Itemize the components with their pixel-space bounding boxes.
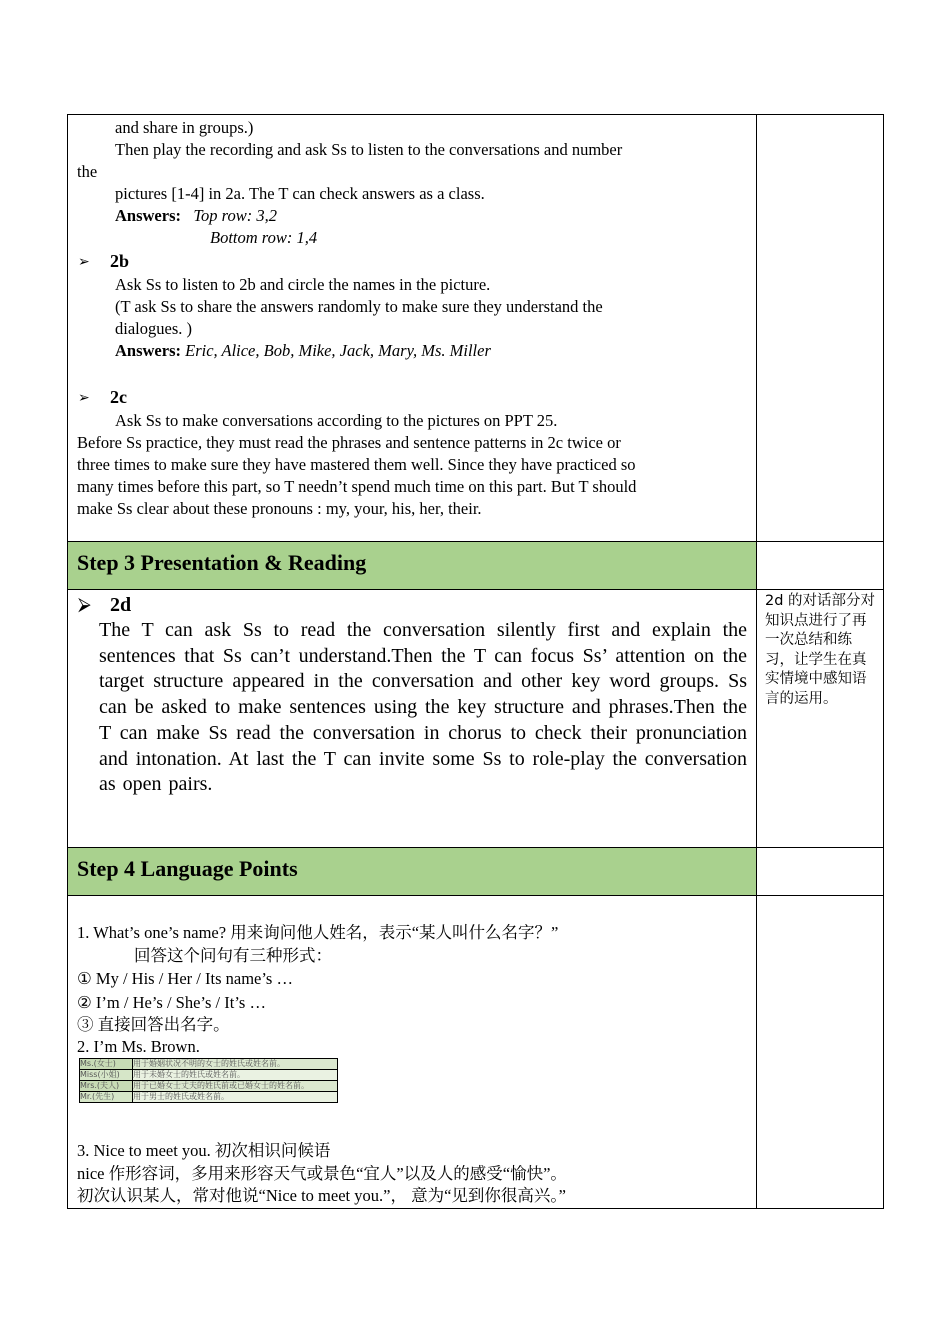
step4-content-cell <box>68 896 757 1209</box>
lp-line-8: nice 作形容词，多用来形容天气或景色“宜人”以及人的感受“愉快”。 <box>77 1164 567 1183</box>
intro-line-3: the <box>77 162 98 181</box>
title-usage-table <box>79 1058 338 1103</box>
title-term: Mr.(先生) <box>80 1092 133 1103</box>
teacher-note: 2d 的对话部分对知识点进行了再一次总结和练习，让学生在真实情境中感知语言的运用。 <box>765 593 876 707</box>
title-row <box>80 1092 338 1103</box>
title-term: Miss(小姐) <box>80 1070 133 1081</box>
step4-note-cell <box>757 896 884 1209</box>
answers-2a <box>115 206 277 226</box>
intro-line-4: pictures [1-4] in 2a. The T can check answers as a class. <box>115 184 485 203</box>
step4-header-note-cell <box>757 848 884 896</box>
title-desc: 用于男士的姓氏或姓名前。 <box>133 1092 338 1103</box>
lp-line-4: ② I’m / He’s / She’s / It’s … <box>77 993 266 1012</box>
lp-line-9: 初次认识某人，常对他说“Nice to meet you.”， 意为“见到你很高兴。” <box>77 1186 566 1205</box>
title-row <box>80 1070 338 1081</box>
answers-2b-names: Eric, Alice, Bob, Mike, Jack, Mary, Ms. Miller <box>185 341 491 360</box>
intro-line-2: Then play the recording and ask Ss to listen to the conversations and number <box>115 140 623 159</box>
arrow-bullet-icon: ⮚ <box>78 594 91 614</box>
title-desc: 用于已婚女士丈夫的姓氏前或已婚女士的姓名前。 <box>133 1081 338 1092</box>
2c-line-4: make Ss clear about these pronouns : my, your, his, her, their. <box>77 499 482 518</box>
arrow-bullet-icon: ➢ <box>78 391 90 406</box>
answers-top-row: Top row: 3,2 <box>193 206 277 225</box>
answers-2b <box>115 341 491 361</box>
lp-line-5: ③ 直接回答出名字。 <box>77 1015 230 1034</box>
section-2d-title: 2d <box>110 594 132 616</box>
step3-title: Step 3 Presentation & Reading <box>77 550 367 575</box>
lp-line-3: ① My / His / Her / Its name’s … <box>77 969 293 988</box>
arrow-bullet-icon: ➢ <box>78 255 90 270</box>
2d-paragraph: The T can ask Ss to read the conversation silently first and explain the sentences that Ss can’t understand.Then the T can focus Ss’ attention on the target structure appeared in the conversation and other key word groups. Ss can be asked to make sentences using the key structure and phrases.Then the T can make Ss read the conversation in chorus to check their pronunciation and intonation. At last the T can invite some Ss to role-play the conversation as open pairs. <box>99 619 747 796</box>
section-2b-title: 2b <box>110 251 130 271</box>
lp-line-2: 回答这个问句有三种形式： <box>134 946 332 965</box>
step3-header-note-cell <box>757 542 884 590</box>
lp-line-6: 2. I’m Ms. Brown. <box>77 1037 200 1056</box>
step4-title: Step 4 Language Points <box>77 856 298 881</box>
answers-bottom-row: Bottom row: 1,4 <box>210 228 318 247</box>
2b-line-3: dialogues. ) <box>115 319 192 338</box>
answers-label: Answers: <box>115 206 181 225</box>
intro-line-1: and share in groups.) <box>115 118 254 137</box>
2c-line-2: three times to make sure they have mastered them well. Since they have practiced so <box>77 455 636 474</box>
title-term: Mrs.(夫人) <box>80 1081 133 1092</box>
title-desc: 用于未婚女士的姓氏或姓名前。 <box>133 1070 338 1081</box>
step3-header-cell <box>68 542 757 590</box>
step4-header-cell <box>68 848 757 896</box>
lp-line-1: 1. What’s one’s name? 用来询问他人姓名，表示“某人叫什么名字？” <box>77 923 559 942</box>
step2-content-cell <box>68 115 757 542</box>
step3-note-cell <box>757 590 884 848</box>
step3-content-cell <box>68 590 757 848</box>
2c-line-1: Before Ss practice, they must read the phrases and sentence patterns in 2c twice or <box>77 433 621 452</box>
answers-2b-label: Answers: <box>115 341 181 360</box>
title-term: Ms.(女士) <box>80 1059 133 1070</box>
title-desc: 用于婚姻状况不明的女士的姓氏或姓名前。 <box>133 1059 338 1070</box>
2c-first-line: Ask Ss to make conversations according to the pictures on PPT 25. <box>115 411 558 430</box>
2b-line-1: Ask Ss to listen to 2b and circle the names in the picture. <box>115 275 491 294</box>
title-row <box>80 1081 338 1092</box>
section-2c-title: 2c <box>110 387 127 407</box>
lp-line-7: 3. Nice to meet you. 初次相识问候语 <box>77 1141 331 1160</box>
2b-line-2: (T ask Ss to share the answers randomly to make sure they understand the <box>115 297 603 316</box>
title-row <box>80 1059 338 1070</box>
lesson-plan-table <box>67 114 884 1209</box>
step2-note-cell <box>757 115 884 542</box>
2c-line-3: many times before this part, so T needn’t spend much time on this part. But T should <box>77 477 637 496</box>
